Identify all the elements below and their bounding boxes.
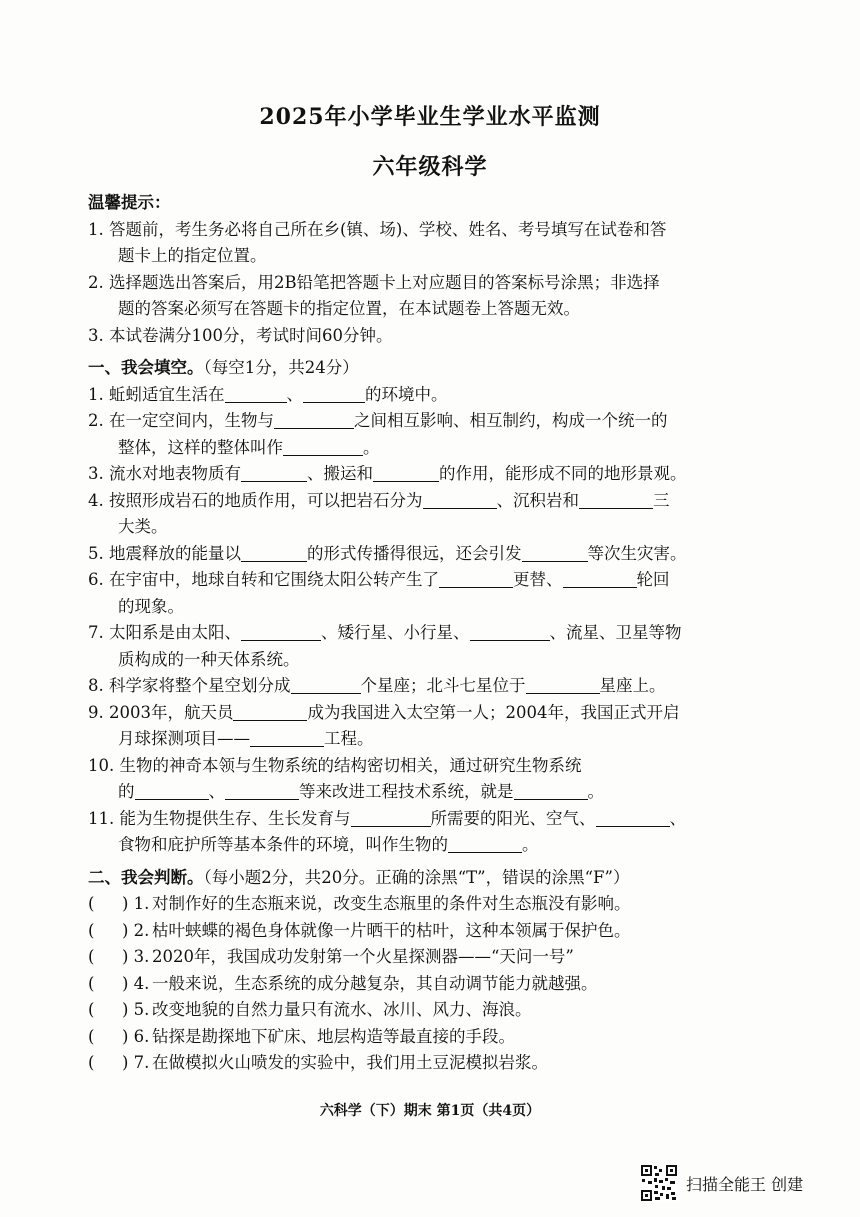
- answer-blank[interactable]: [250, 728, 324, 747]
- question-text: 个星座；北斗七星位于: [360, 676, 526, 695]
- question-text: 三: [653, 490, 670, 510]
- question-text: 5. 地震释放的能量以: [88, 543, 241, 563]
- answer-blank[interactable]: [439, 569, 513, 588]
- answer-blank[interactable]: [233, 702, 307, 721]
- question-11-cont: [88, 832, 758, 859]
- question-2-cont: [88, 435, 758, 462]
- answer-blank[interactable]: [373, 463, 439, 482]
- answer-blank[interactable]: [470, 622, 550, 641]
- judge-number: ) 2.: [122, 920, 150, 940]
- question-text: 。: [363, 437, 380, 457]
- question-text: 的: [118, 782, 135, 801]
- judge-item[interactable]: [88, 971, 758, 998]
- page-footer: 六科学（下）期末 第1页（共4页）: [319, 1103, 541, 1119]
- section1-title: 一、我会填空。: [88, 358, 204, 377]
- question-text: 所需要的阳光、空气、: [430, 808, 596, 828]
- section2-note: （每小题2分，共20分。正确的涂黑“T”，错误的涂黑“F”）: [203, 867, 630, 887]
- question-text: 的形式传播得很远，还会引发: [307, 543, 522, 563]
- judge-item[interactable]: [88, 944, 758, 971]
- answer-paren[interactable]: (: [88, 1026, 95, 1046]
- answer-blank[interactable]: [526, 675, 600, 694]
- question-text: 2. 在一定空间内，生物与: [88, 411, 274, 430]
- answer-blank[interactable]: [225, 781, 299, 800]
- answer-blank[interactable]: [448, 834, 522, 853]
- section1-note: （每空1分，共24分）: [203, 358, 359, 377]
- scanner-label: 扫描全能王 创建: [686, 1174, 804, 1194]
- question-text: 7. 太阳系是由太阳、: [88, 623, 241, 642]
- answer-blank[interactable]: [241, 543, 307, 562]
- question-11: [88, 806, 758, 833]
- question-4: [88, 488, 758, 515]
- tip-line: 题卡上的指定位置。: [118, 246, 267, 265]
- question-text: 等次生灾害。: [587, 543, 687, 563]
- exam-title: 2025年小学毕业生学业水平监测: [259, 104, 601, 130]
- question-9-cont: [88, 726, 758, 753]
- answer-blank[interactable]: [423, 490, 497, 509]
- judge-item[interactable]: [88, 891, 758, 918]
- section1-heading: [88, 355, 758, 382]
- exam-content: [88, 190, 758, 1077]
- question-2: [88, 408, 758, 435]
- judge-text: 钻探是勘探地下矿床、地层构造等最直接的手段。: [152, 1026, 515, 1046]
- judge-number: ) 7.: [122, 1053, 150, 1072]
- answer-blank[interactable]: [135, 781, 209, 800]
- tip-line: 题的答案必须写在答题卡的指定位置，在本试题卷上答题无效。: [118, 299, 580, 318]
- judge-text: 2020年，我国成功发射第一个火星探测器——“天问一号”: [152, 947, 574, 966]
- judge-text: 在做模拟火山喷发的实验中，我们用土豆泥模拟岩浆。: [152, 1053, 548, 1072]
- judge-text: 改变地貌的自然力量只有流水、冰川、风力、海浪。: [152, 1000, 532, 1019]
- judge-number: ) 6.: [122, 1026, 150, 1046]
- question-text: 之间相互影响、相互制约，构成一个统一的: [354, 411, 668, 430]
- question-text: 3. 流水对地表物质有: [88, 464, 241, 483]
- answer-blank[interactable]: [274, 410, 354, 429]
- tips-heading: 温馨提示：: [88, 193, 171, 212]
- question-8: [88, 673, 758, 700]
- question-text: 月球探测项目——: [118, 729, 250, 748]
- judge-number: ) 4.: [122, 973, 150, 993]
- answer-blank[interactable]: [579, 490, 653, 509]
- question-text: 11. 能为生物提供生存、生长发育与: [88, 808, 351, 828]
- question-text: 成为我国进入太空第一人；2004年，我国正式开启: [307, 702, 680, 722]
- answer-paren[interactable]: (: [88, 1000, 95, 1019]
- judge-number: ) 1.: [122, 894, 150, 913]
- question-text: 整体，这样的整体叫作: [118, 437, 283, 457]
- answer-paren[interactable]: (: [88, 947, 95, 966]
- answer-blank[interactable]: [241, 463, 307, 482]
- section2-heading: [88, 865, 758, 892]
- judge-item[interactable]: [88, 997, 758, 1024]
- question-text: 食物和庇护所等基本条件的环境，叫作生物的: [118, 835, 448, 854]
- question-text: 、: [208, 782, 225, 801]
- tip-line: 1. 答题前，考生务必将自己所在乡(镇、场)、学校、姓名、考号填写在试卷和答: [88, 219, 667, 239]
- answer-paren[interactable]: (: [88, 920, 95, 940]
- question-10: 10. 生物的神奇本领与生物系统的结构密切相关，通过研究生物系统: [88, 755, 582, 775]
- judge-text: 对制作好的生态瓶来说，改变生态瓶里的条件对生态瓶没有影响。: [152, 894, 631, 913]
- question-text: 9. 2003年，航天员: [88, 702, 234, 722]
- question-text: 、矮行星、小行星、: [321, 623, 470, 642]
- answer-paren[interactable]: (: [88, 894, 95, 913]
- question-6-cont: 的现象。: [118, 596, 184, 616]
- question-text: 工程。: [324, 729, 374, 748]
- question-text: 8. 科学家将整个星空划分成: [88, 676, 291, 695]
- question-10-cont: [88, 779, 758, 806]
- scanner-watermark: [640, 1163, 803, 1203]
- qr-code-icon: [640, 1164, 678, 1202]
- judge-item[interactable]: [88, 1050, 758, 1077]
- judge-item[interactable]: [88, 918, 758, 945]
- question-text: 、搬运和: [307, 464, 373, 483]
- answer-paren[interactable]: (: [88, 1053, 95, 1072]
- answer-blank[interactable]: [303, 384, 365, 403]
- answer-blank[interactable]: [283, 437, 363, 456]
- section2-title: 二、我会判断。: [88, 867, 204, 887]
- question-text: 、沉积岩和: [496, 490, 579, 510]
- question-7: [88, 620, 758, 647]
- answer-blank[interactable]: [291, 675, 361, 694]
- question-4-cont: 大类。: [118, 517, 168, 536]
- answer-paren[interactable]: (: [88, 973, 95, 993]
- answer-blank[interactable]: [563, 569, 637, 588]
- judge-number: ) 5.: [122, 1000, 150, 1019]
- tip-line: 3. 本试卷满分100分，考试时间60分钟。: [88, 325, 393, 345]
- question-text: 。: [587, 782, 604, 801]
- question-text: 轮回: [636, 570, 670, 589]
- answer-blank[interactable]: [514, 781, 588, 800]
- judge-text: 枯叶蛱蝶的褐色身体就像一片晒干的枯叶，这种本领属于保护色。: [152, 920, 631, 940]
- question-9: [88, 700, 758, 727]
- question-text: 、流星、卫星等物: [549, 623, 682, 642]
- judge-text: 一般来说，生态系统的成分越复杂，其自动调节能力就越强。: [152, 973, 598, 993]
- question-5: [88, 541, 758, 568]
- answer-blank[interactable]: [522, 543, 588, 562]
- question-text: 的作用，能形成不同的地形景观。: [439, 464, 687, 483]
- question-text: 更替、: [513, 570, 563, 589]
- answer-blank[interactable]: [596, 808, 670, 827]
- question-text: 、: [286, 384, 303, 404]
- answer-blank[interactable]: [225, 384, 287, 403]
- question-text: 的环境中。: [365, 384, 448, 404]
- judge-item[interactable]: [88, 1024, 758, 1051]
- question-text: 4. 按照形成岩石的地质作用，可以把岩石分为: [88, 490, 423, 510]
- question-text: 。: [522, 835, 539, 854]
- question-1: [88, 382, 758, 409]
- question-text: 等来改进工程技术系统，就是: [299, 782, 514, 801]
- exam-subtitle: 六年级科学: [372, 154, 488, 180]
- question-text: 6. 在宇宙中，地球自转和它围绕太阳公转产生了: [88, 570, 439, 589]
- answer-blank[interactable]: [351, 808, 431, 827]
- question-text: 、: [669, 808, 686, 828]
- question-7-cont: 质构成的一种天体系统。: [118, 649, 300, 669]
- judge-number: ) 3.: [122, 947, 150, 966]
- tip-line: 2. 选择题选出答案后，用2B铅笔把答题卡上对应题目的答案标号涂黑；非选择: [88, 272, 660, 292]
- question-3: [88, 461, 758, 488]
- question-6: [88, 567, 758, 594]
- answer-blank[interactable]: [241, 622, 321, 641]
- question-text: 星座上。: [599, 676, 666, 695]
- question-text: 1. 蚯蚓适宜生活在: [88, 384, 225, 404]
